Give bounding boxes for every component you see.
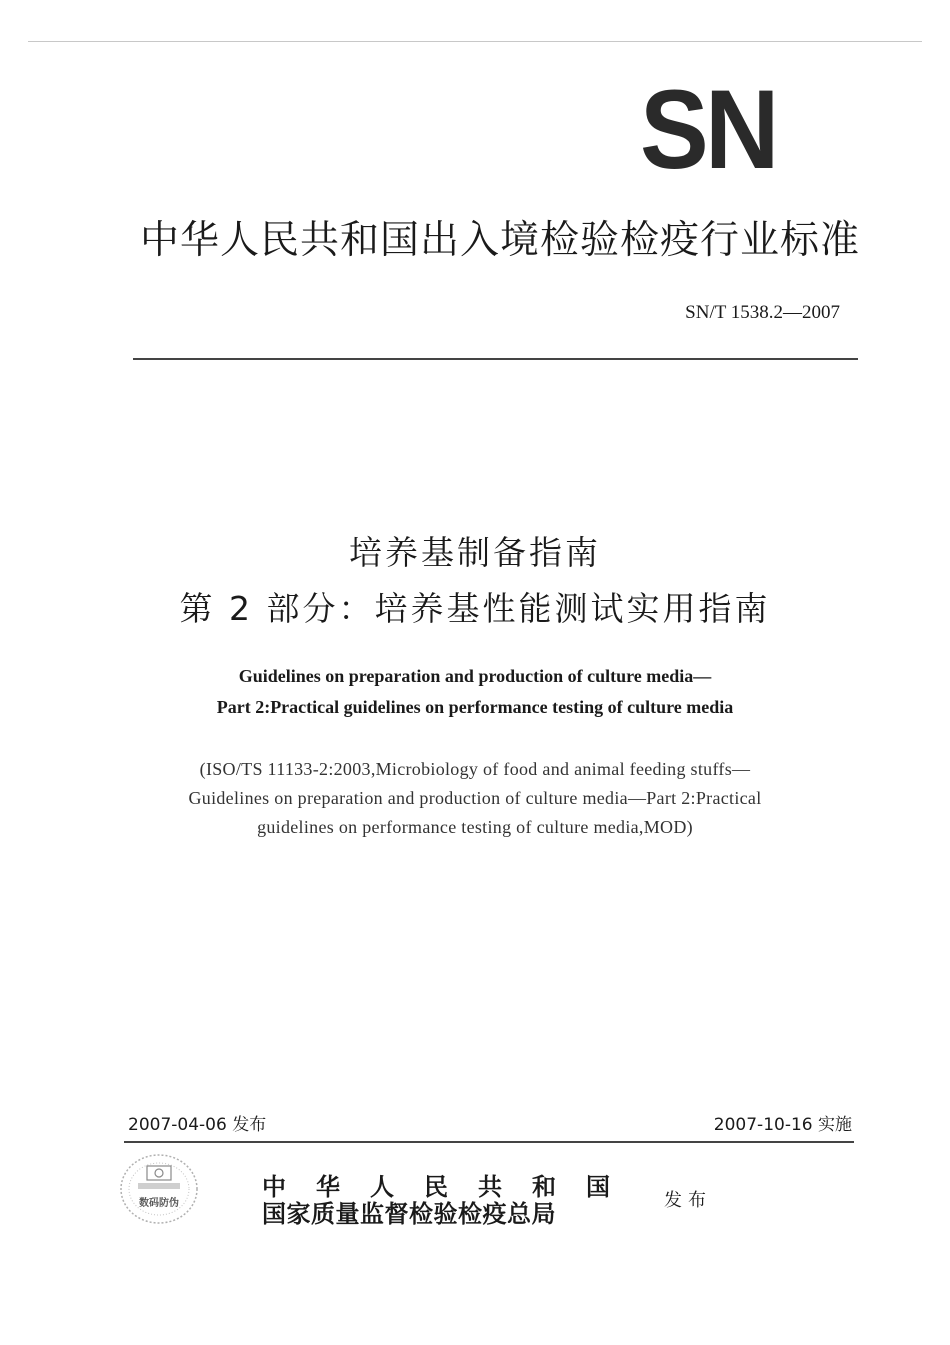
- title-en-line2: Part 2:Practical guidelines on performance testing of culture media: [216, 697, 734, 717]
- issuer-char: 人: [370, 1172, 394, 1201]
- sn-logo: SN: [640, 67, 776, 192]
- issuer-char: 华: [316, 1172, 340, 1201]
- issuer-char: 共: [478, 1172, 502, 1201]
- header-divider: [133, 358, 858, 360]
- anti-counterfeit-stamp-icon: [118, 1152, 200, 1226]
- footer-divider: [124, 1141, 854, 1143]
- issuer-char: 民: [424, 1172, 448, 1201]
- issuer-char: 中: [262, 1172, 286, 1201]
- title-cn-line2: 第 2 部分：培养基性能测试实用指南: [179, 589, 771, 628]
- issued-label: 发布: [664, 1190, 712, 1211]
- publish-date: 2007-04-06 发布: [128, 1115, 267, 1135]
- standard-code: SN/T 1538.2—2007: [685, 302, 840, 323]
- top-divider: [28, 41, 922, 42]
- title-cn-line1: 培养基制备指南: [349, 533, 601, 572]
- iso-reference-line3: guidelines on performance testing of culture media,MOD): [257, 817, 693, 837]
- title-en-line1: Guidelines on preparation and production of culture media—: [238, 666, 712, 686]
- issuer-char: 和: [532, 1172, 556, 1201]
- issuer-line2: 国家质量监督检验检疫总局: [262, 1199, 556, 1228]
- iso-reference-line1: (ISO/TS 11133-2:2003,Microbiology of food and animal feeding stuffs—: [199, 759, 751, 779]
- issuer-char: 国: [586, 1172, 610, 1201]
- issuer-line1: [262, 1172, 642, 1202]
- iso-reference-line2: Guidelines on preparation and production of culture media—Part 2:Practical: [188, 788, 762, 808]
- standard-category: 中华人民共和国出入境检验检疫行业标准: [140, 218, 861, 263]
- effective-date: 2007-10-16 实施: [713, 1115, 852, 1135]
- stamp-label: 数码防伪: [139, 1198, 179, 1209]
